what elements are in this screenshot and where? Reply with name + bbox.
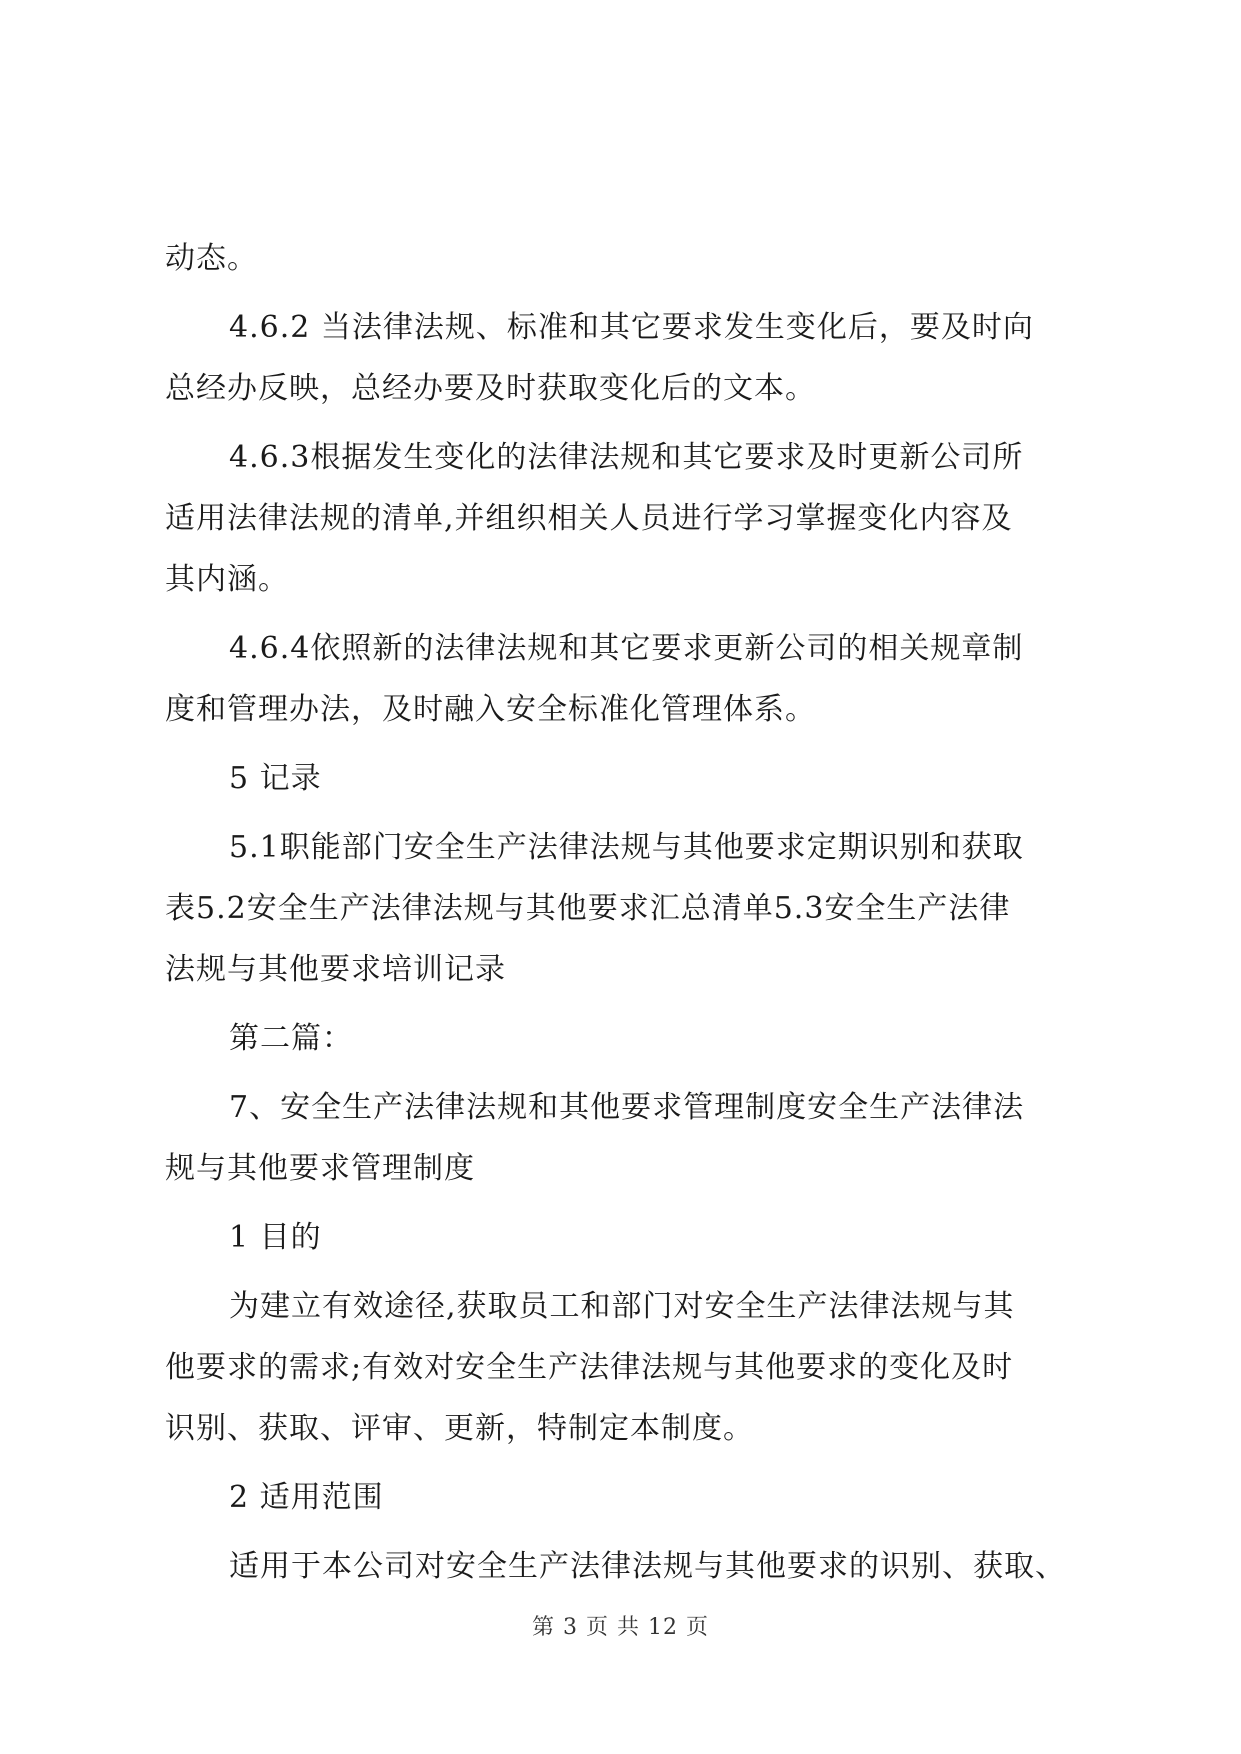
clause-4-6-2: 4.6.2 当法律法规、标准和其它要求发生变化后，要及时向 [229, 310, 1034, 345]
section-2-heading: 2 适用范围 [229, 1480, 384, 1515]
section-5-heading: 5 记录 [229, 761, 322, 796]
clause-4-6-4: 4.6.4依照新的法律法规和其它要求更新公司的相关规章制 [229, 631, 1024, 666]
clause-4-6-3-continued: 适用法律法规的清单,并组织相关人员进行学习掌握变化内容及 [165, 501, 1013, 536]
regulation-title: 7、安全生产法律法规和其他要求管理制度安全生产法律法 [229, 1090, 1025, 1125]
purpose-paragraph-continued: 他要求的需求;有效对安全生产法律法规与其他要求的变化及时 [165, 1350, 1014, 1385]
records-list-continued: 表5.2安全生产法律法规与其他要求汇总清单5.3安全生产法律 [165, 891, 1011, 926]
clause-4-6-2-continued: 总经办反映，总经办要及时获取变化后的文本。 [165, 371, 816, 406]
records-list: 5.1职能部门安全生产法律法规与其他要求定期识别和获取 [229, 830, 1024, 865]
records-list-end: 法规与其他要求培训记录 [165, 952, 506, 987]
purpose-paragraph: 为建立有效途径,获取员工和部门对安全生产法律法规与其 [229, 1289, 1015, 1324]
regulation-title-continued: 规与其他要求管理制度 [165, 1151, 475, 1186]
page-number-footer: 第 3 页 共 12 页 [532, 1615, 709, 1640]
scope-paragraph: 适用于本公司对安全生产法律法规与其他要求的识别、获取、 [229, 1549, 1066, 1584]
clause-4-6-4-continued: 度和管理办法，及时融入安全标准化管理体系。 [165, 692, 816, 727]
paragraph-continuation: 动态。 [165, 241, 258, 276]
purpose-paragraph-end: 识别、获取、评审、更新，特制定本制度。 [165, 1411, 754, 1446]
clause-4-6-3-end: 其内涵。 [165, 562, 289, 597]
clause-4-6-3: 4.6.3根据发生变化的法律法规和其它要求及时更新公司所 [229, 440, 1024, 475]
section-1-heading: 1 目的 [229, 1220, 322, 1255]
part-two-heading: 第二篇： [229, 1021, 353, 1056]
document-body [165, 228, 1085, 1597]
